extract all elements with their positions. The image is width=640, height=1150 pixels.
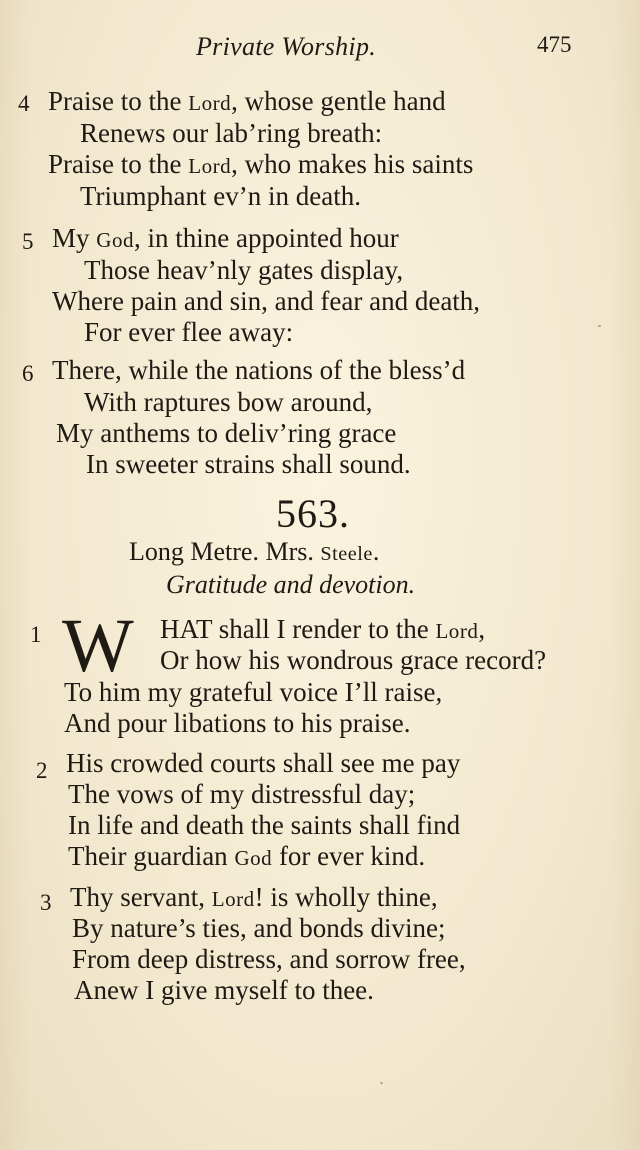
small-caps-god: God	[96, 228, 135, 252]
verse-line: Or how his wondrous grace record?	[160, 645, 547, 675]
running-header-title: Private Worship.	[196, 32, 377, 61]
verse-line: My God, in thine appointed hour	[52, 223, 399, 253]
verse-line: HAT shall I render to the Lord,	[160, 614, 486, 644]
drop-cap: W	[62, 604, 134, 688]
verse-line: And pour libations to his praise.	[64, 708, 411, 738]
verse-line: With raptures bow around,	[84, 387, 373, 417]
stanza-number: 2	[36, 758, 48, 783]
verse-line: Triumphant ev’n in death.	[80, 181, 361, 211]
small-caps-lord: Lord	[211, 887, 255, 911]
small-caps-god: God	[234, 846, 273, 870]
stanza-number: 5	[22, 229, 34, 254]
verse-line: Anew I give myself to thee.	[74, 975, 374, 1005]
verse-line: Praise to the Lord, whose gentle hand	[48, 86, 446, 116]
verse-line: Their guardian God for ever kind.	[68, 841, 426, 871]
verse-line: In sweeter strains shall sound.	[86, 449, 411, 479]
small-caps-lord: Lord	[188, 154, 232, 178]
verse-line: For ever flee away:	[84, 317, 294, 347]
page-number: 475	[537, 32, 572, 57]
verse-line: From deep distress, and sorrow free,	[72, 944, 466, 974]
stanza-number: 6	[22, 361, 34, 386]
small-caps-lord: Lord	[188, 91, 232, 115]
author-prefix: Mrs.	[265, 537, 314, 566]
verse-line: His crowded courts shall see me pay	[66, 748, 461, 778]
verse-line: By nature’s ties, and bonds divine;	[72, 913, 446, 943]
stanza-number: 4	[18, 91, 30, 116]
verse-line: My anthems to deliv’ring grace	[56, 418, 397, 448]
hymn-meter: Long Metre.	[129, 537, 259, 566]
small-caps-lord: Lord	[435, 619, 479, 643]
verse-line: Renews our lab’ring breath:	[80, 118, 383, 148]
stanza-number: 3	[40, 890, 52, 915]
hymn-number: 563.	[276, 491, 350, 536]
stanza-number: 1	[30, 622, 42, 647]
verse-line: The vows of my distressful day;	[68, 779, 416, 809]
hymn-meter-author: Long Metre. Mrs. Steele.	[129, 537, 380, 566]
verse-line: Thy servant, Lord! is wholly thine,	[70, 882, 438, 912]
verse-line: Where pain and sin, and fear and death,	[52, 286, 481, 316]
hymn-subtitle: Gratitude and devotion.	[166, 570, 416, 599]
verse-line: To him my grateful voice I’ll raise,	[64, 677, 443, 707]
paper-speck	[380, 1081, 384, 1085]
verse-line: Those heav’nly gates display,	[84, 255, 404, 285]
author-name: Steele	[320, 543, 373, 565]
verse-line: Praise to the Lord, who makes his saints	[48, 149, 474, 179]
verse-line: In life and death the saints shall find	[68, 810, 461, 840]
verse-line: There, while the nations of the bless’d	[52, 355, 466, 385]
paper-speck	[598, 325, 601, 327]
